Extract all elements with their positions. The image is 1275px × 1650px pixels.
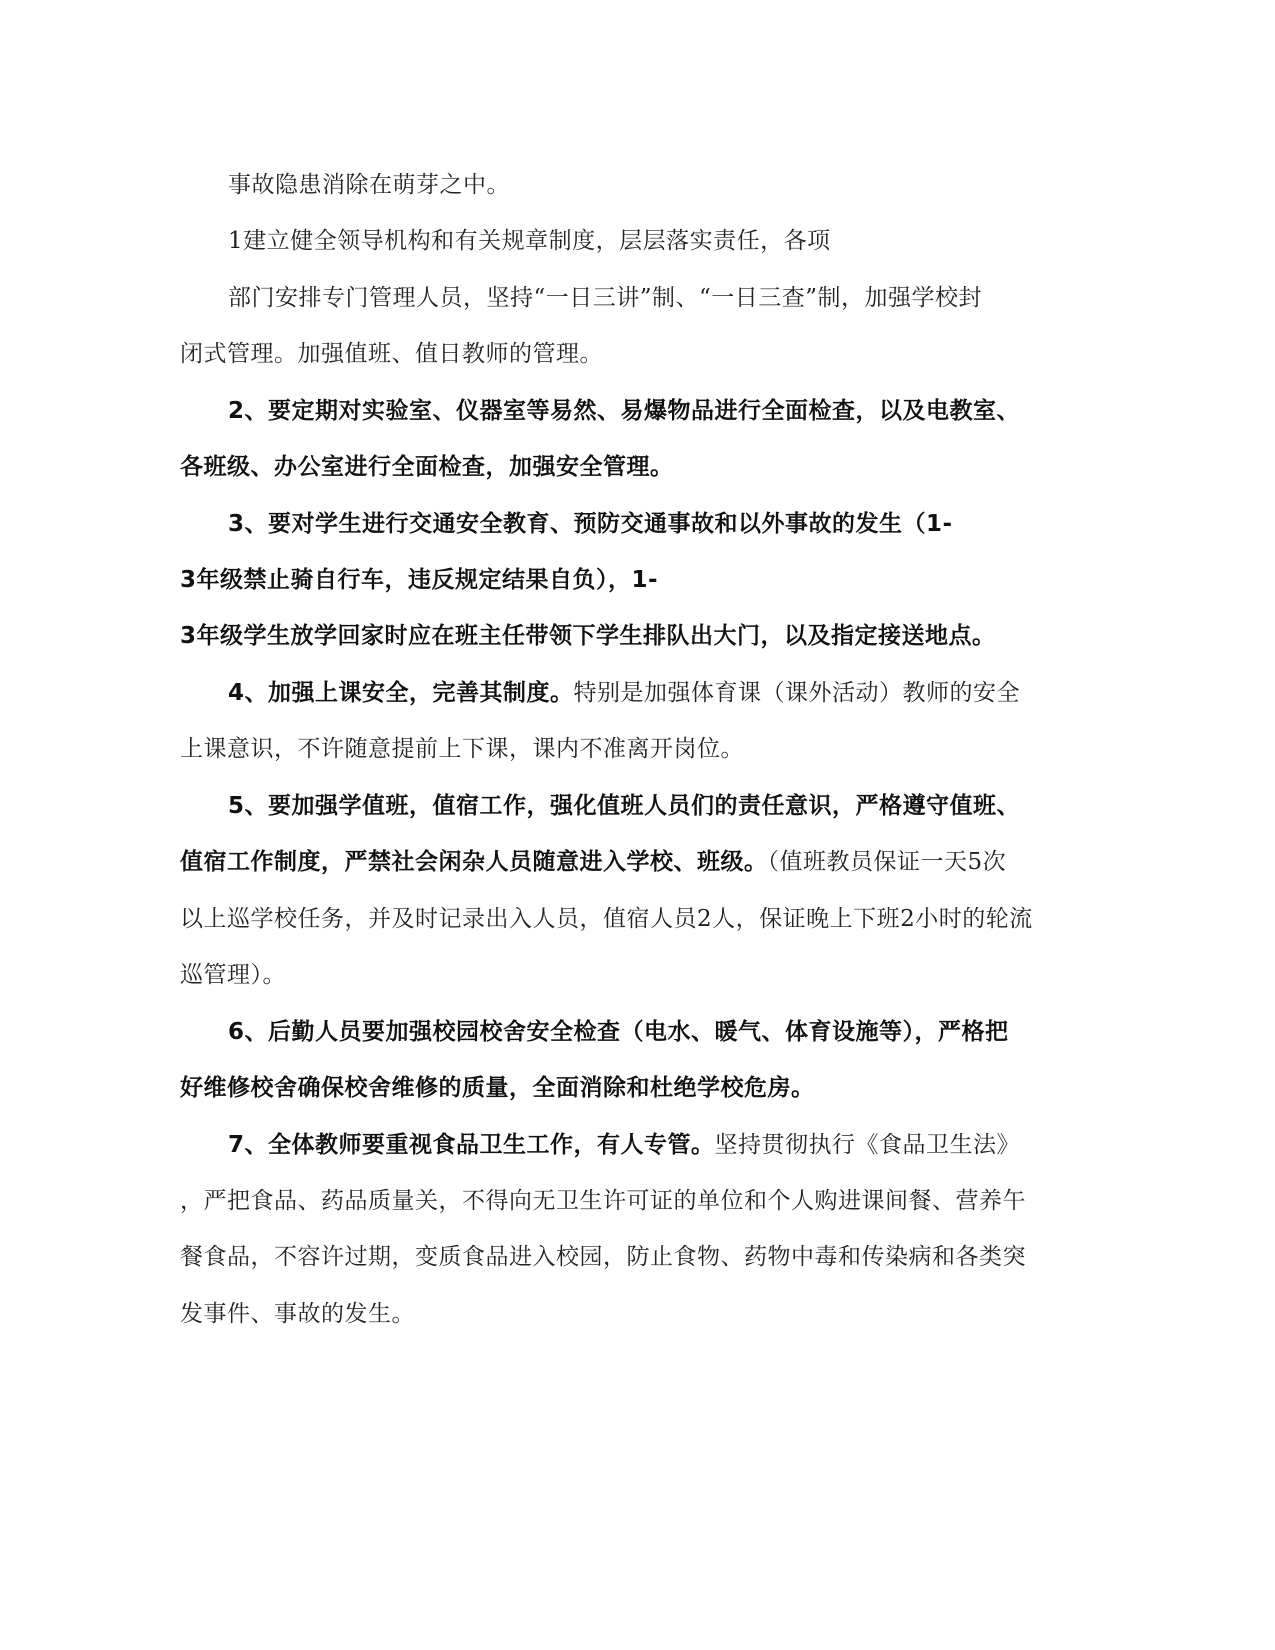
paragraph-8-line-1-regular: 坚持贯彻执行《食品卫生法》 <box>714 1132 1021 1158</box>
paragraph-8-line-3: 餐食品，不容许过期，变质食品进入校园，防止食物、药物中毒和传染病和各类突 <box>180 1244 1026 1270</box>
paragraph-5-line-1-regular: 特别是加强体育课（课外活动）教师的安全 <box>573 680 1021 706</box>
paragraph-5-line-1-bold: 4、加强上课安全，完善其制度。 <box>228 680 574 706</box>
paragraph-6-line-3: 以上巡学校任务，并及时记录出入人员，值宿人员2人，保证晚上下班2小时的轮流 <box>180 906 1033 932</box>
paragraph-7-line-1: 6、后勤人员要加强校园校舍安全检查（电水、暖气、体育设施等），严格把 <box>228 1019 1009 1045</box>
paragraph-8-line-4: 发事件、事故的发生。 <box>180 1301 415 1327</box>
paragraph-7-line-2: 好维修校舍确保校舍维修的质量，全面消除和杜绝学校危房。 <box>180 1075 815 1101</box>
paragraph-6-line-1: 5、要加强学值班，值宿工作，强化值班人员们的责任意识，严格遵守值班、 <box>228 793 1021 819</box>
paragraph-0-line-1: 事故隐患消除在萌芽之中。 <box>228 172 510 198</box>
paragraph-3-line-2: 各班级、办公室进行全面检查，加强安全管理。 <box>180 454 674 480</box>
paragraph-8-line-1-bold: 7、全体教师要重视食品卫生工作，有人专管。 <box>228 1132 715 1158</box>
paragraph-4-line-1: 3、要对学生进行交通安全教育、预防交通事故和以外事故的发生（1- <box>228 511 953 537</box>
paragraph-8-line-2: ，严把食品、药品质量关，不得向无卫生许可证的单位和个人购进课间餐、营养午 <box>180 1188 1026 1214</box>
paragraph-4-line-2: 3年级禁止骑自行车，违反规定结果自负），1- <box>180 567 659 593</box>
paragraph-6-line-4: 巡管理）。 <box>180 962 286 988</box>
paragraph-2-line-1: 部门安排专门管理人员，坚持“一日三讲”制、“一日三查”制，加强学校封 <box>228 285 983 311</box>
paragraph-6-line-2-bold: 值宿工作制度，严禁社会闲杂人员随意进入学校、班级。 <box>180 849 768 875</box>
paragraph-5-line-2: 上课意识，不许随意提前上下课，课内不准离开岗位。 <box>180 736 744 762</box>
paragraph-6-line-2-regular: （值班教员保证一天5次 <box>767 849 1007 875</box>
paragraph-2-line-2: 闭式管理。加强值班、值日教师的管理。 <box>180 341 603 367</box>
paragraph-6-line-2 <box>180 847 1006 877</box>
paragraph-4-line-3: 3年级学生放学回家时应在班主任带领下学生排队出大门，以及指定接送地点。 <box>180 623 996 649</box>
paragraph-8-line-1 <box>228 1130 1020 1160</box>
paragraph-3-line-1: 2、要定期对实验室、仪器室等易然、易爆物品进行全面检查，以及电教室、 <box>228 398 1021 424</box>
paragraph-1-line-1: 1建立健全领导机构和有关规章制度，层层落实责任，各项 <box>228 228 831 254</box>
paragraph-5-line-1 <box>228 678 1020 708</box>
